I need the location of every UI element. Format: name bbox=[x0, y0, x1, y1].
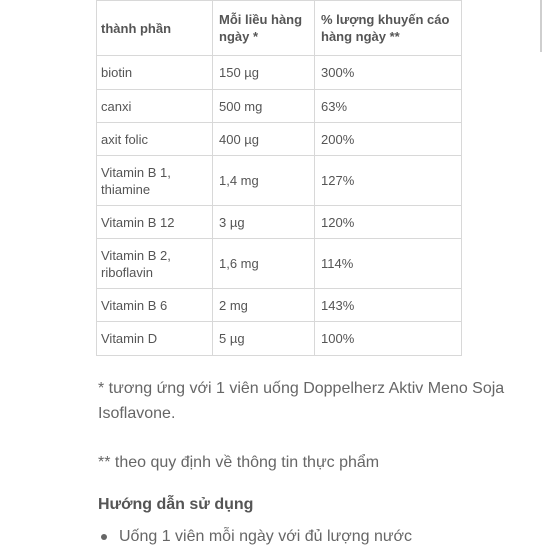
bullet-icon bbox=[101, 534, 107, 540]
cell-dose: 3 µg bbox=[213, 206, 315, 239]
cell-ingredient: Vitamin D bbox=[97, 322, 213, 356]
usage-title: Hướng dẫn sử dụng bbox=[98, 496, 254, 513]
table-row bbox=[97, 90, 462, 123]
cell-ingredient: Vitamin B 2, riboflavin bbox=[97, 239, 213, 289]
cell-ingredient: Vitamin B 1, thiamine bbox=[97, 156, 213, 206]
cell-dose: 500 mg bbox=[213, 90, 315, 123]
header-daily-dose: Mỗi liều hàng ngày * bbox=[213, 1, 315, 56]
table-row bbox=[97, 156, 462, 206]
list-item bbox=[99, 528, 412, 546]
cell-dose: 400 µg bbox=[213, 123, 315, 156]
footnote-dose: * tương ứng với 1 viên uống Doppelherz Aktiv Meno Soja Isoflavone. bbox=[98, 380, 505, 422]
cell-percent: 114% bbox=[315, 239, 462, 289]
table-row bbox=[97, 206, 462, 239]
cell-percent: 143% bbox=[315, 289, 462, 322]
cell-percent: 100% bbox=[315, 322, 462, 356]
cell-ingredient: biotin bbox=[97, 56, 213, 90]
nutrition-table bbox=[96, 0, 462, 356]
usage-item-text: Uống 1 viên mỗi ngày với đủ lượng nước bbox=[119, 528, 413, 545]
table-row bbox=[97, 239, 462, 289]
cell-percent: 300% bbox=[315, 56, 462, 90]
table-row bbox=[97, 322, 462, 356]
cell-percent: 63% bbox=[315, 90, 462, 123]
cell-dose: 1,6 mg bbox=[213, 239, 315, 289]
header-ingredient: thành phần bbox=[97, 1, 213, 56]
table-header-row bbox=[97, 1, 462, 56]
cell-percent: 120% bbox=[315, 206, 462, 239]
table-row bbox=[97, 56, 462, 90]
cell-ingredient: Vitamin B 6 bbox=[97, 289, 213, 322]
nutrition-table-container bbox=[96, 0, 461, 356]
cell-percent: 200% bbox=[315, 123, 462, 156]
cell-dose: 2 mg bbox=[213, 289, 315, 322]
cell-percent: 127% bbox=[315, 156, 462, 206]
header-recommended-percent: % lượng khuyến cáo hàng ngày ** bbox=[315, 1, 462, 56]
scrollbar[interactable] bbox=[540, 0, 542, 52]
table-row bbox=[97, 289, 462, 322]
cell-dose: 5 µg bbox=[213, 322, 315, 356]
cell-dose: 1,4 mg bbox=[213, 156, 315, 206]
cell-ingredient: axit folic bbox=[97, 123, 213, 156]
table-row bbox=[97, 123, 462, 156]
footnote-regulation: ** theo quy định về thông tin thực phẩm bbox=[98, 454, 380, 471]
cell-ingredient: canxi bbox=[97, 90, 213, 123]
cell-ingredient: Vitamin B 12 bbox=[97, 206, 213, 239]
cell-dose: 150 µg bbox=[213, 56, 315, 90]
